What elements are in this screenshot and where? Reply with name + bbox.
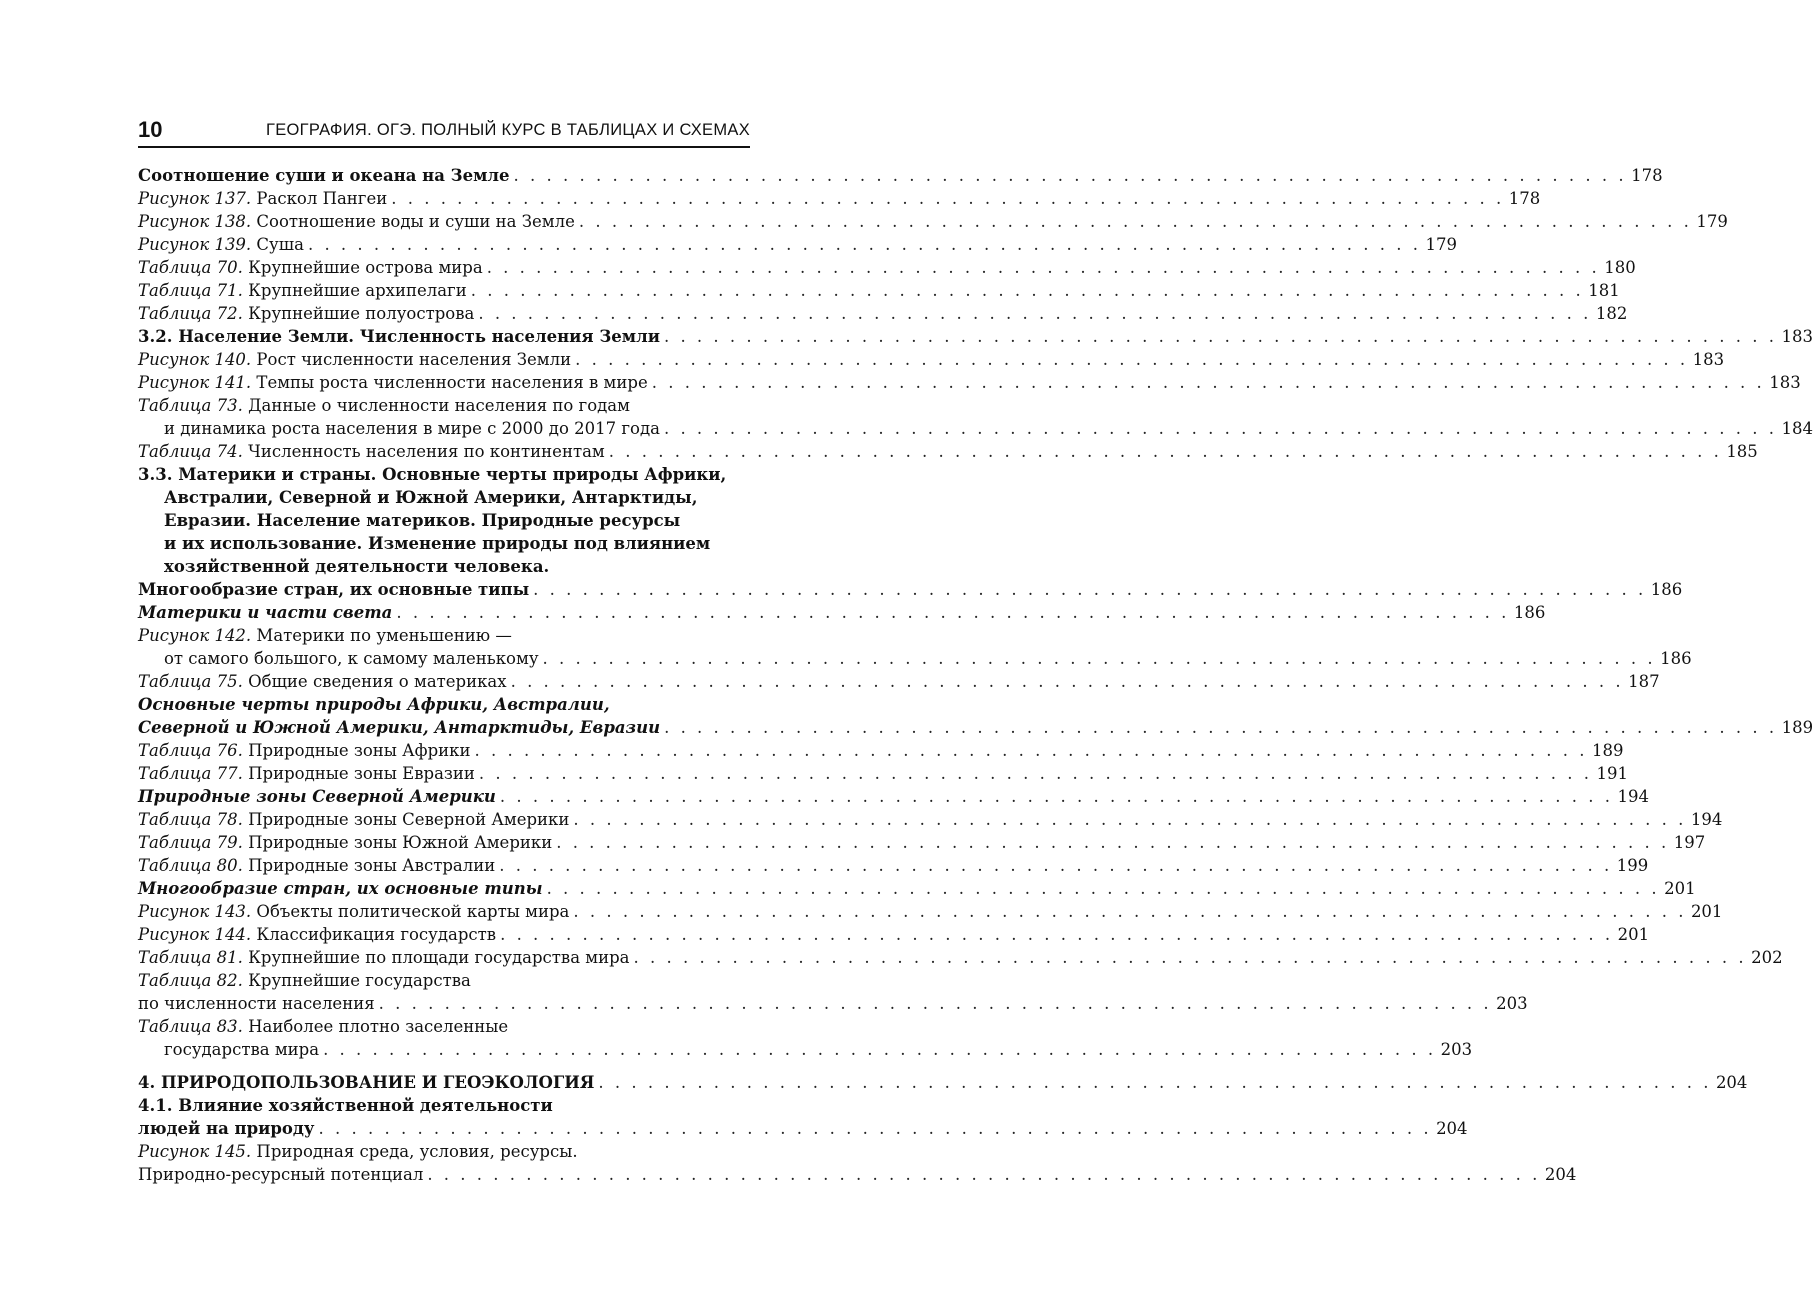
toc-item-label: Рисунок 145. [138,1142,252,1161]
toc-line-text [138,785,496,808]
toc-page-number: 179 [1696,212,1728,231]
toc-entry [138,601,1546,624]
dot-leader [573,808,1686,831]
toc-page-number: 186 [1650,580,1683,599]
toc-entry [138,394,1813,440]
toc-line-text [138,877,543,900]
toc-item-title: Соотношение воды и суши на Земле [251,212,575,231]
toc-line-text [138,969,471,992]
toc-line-text [164,486,697,509]
toc-entry [138,762,1628,785]
toc-item-label: Рисунок 137. [138,189,252,208]
toc-item-title: Северной и Южной Америки, Антарктиды, Евразии [138,718,661,737]
toc-entry [138,233,1458,256]
toc-line [138,716,1813,739]
toc-item-label: Рисунок 141. [138,373,252,392]
toc-line-text [138,348,571,371]
toc-item-title: Численность населения по континентам [242,442,605,461]
toc-line-text [138,164,510,187]
toc-page-number: 202 [1751,948,1783,967]
toc-entry [138,808,1723,831]
toc-line [138,1140,750,1163]
dot-leader [511,670,1624,693]
toc-page-number: 184 [1781,419,1813,438]
toc-entry [138,923,1650,946]
toc-item-label: Таблица 80. [138,856,243,875]
toc-page-number: 194 [1617,787,1649,806]
toc-line-text [164,532,710,555]
dot-leader [573,900,1686,923]
toc-line [138,923,1650,946]
toc-line-text [138,923,496,946]
toc-item-label: Таблица 72. [138,304,243,323]
toc-page-number: 185 [1726,442,1758,461]
dot-leader [500,923,1613,946]
dot-leader [664,325,1777,348]
toc-entry [138,210,1728,233]
toc-item-title: Многообразие стран, их основные типы [138,580,530,599]
toc-item-title: Природные зоны Северной Америки [138,787,496,806]
toc-page-number: 201 [1617,925,1650,944]
toc-entry [138,877,1696,900]
dot-leader [308,233,1421,256]
toc-item-label: Таблица 82. [138,971,243,990]
toc-line-text [138,440,605,463]
toc-line-text [138,762,475,785]
toc-page-number: 186 [1660,649,1692,668]
toc-item-title: Крупнейшие острова мира [242,258,483,277]
toc-line-text [138,739,470,762]
toc-item-title: и динамика роста населения в мире с 2000 до 2017 года [164,419,660,438]
toc-line [138,1117,1468,1140]
toc-entry [138,969,1528,1015]
toc-line [138,693,750,716]
dot-leader [533,578,1646,601]
toc-page-number: 187 [1628,672,1660,691]
toc-entry [138,831,1706,854]
toc-line-text [138,578,529,601]
dot-leader [575,348,1688,371]
toc-item-title: Общие сведения о материках [242,672,507,691]
toc-page-number: 204 [1436,1119,1468,1138]
toc-line [138,739,1624,762]
toc-item-title: по численности населения [138,994,375,1013]
toc-item-title: Природные зоны Южной Америки [242,833,553,852]
toc-item-title: Евразии. Население материков. Природные ресурсы [164,511,681,530]
dot-leader [391,187,1504,210]
toc-line [138,532,750,555]
toc-line [138,946,1783,969]
toc-line [138,187,1541,210]
toc-item-title: Раскол Пангеи [251,189,388,208]
toc-line [138,394,750,417]
toc-line-text [138,854,495,877]
dot-leader [323,1038,1436,1061]
toc-item-title: Соотношение суши и океана на Земле [138,166,510,185]
toc-item-title: 3.3. Материки и страны. Основные черты природы Африки, [138,465,727,484]
toc-line-text [138,1071,594,1094]
toc-item-title: Австралии, Северной и Южной Америки, Антарктиды, [164,488,698,507]
dot-leader [598,1071,1711,1094]
toc-item-label: Таблица 83. [138,1017,243,1036]
toc-line-text [138,1163,423,1186]
toc-line [138,233,1458,256]
toc-line-text [138,187,387,210]
toc-line [138,440,1758,463]
toc-item-label: Таблица 74. [138,442,243,461]
toc-line [138,417,1813,440]
toc-item-title: Природно-ресурсный потенциал [138,1165,424,1184]
dot-leader [609,440,1722,463]
toc-item-title: Природные зоны Северной Америки [242,810,570,829]
toc-page-number: 189 [1781,718,1813,737]
toc-line [138,463,750,486]
toc-entry [138,900,1723,923]
toc-item-title: Природная среда, условия, ресурсы. [251,1142,578,1161]
toc-item-title: Материки по уменьшению — [251,626,512,645]
toc-entry [138,187,1541,210]
toc-page-number: 179 [1425,235,1458,254]
toc-item-title: 4.1. Влияние хозяйственной деятельности [138,1096,553,1115]
toc-line [138,785,1649,808]
toc-line [138,1163,1577,1186]
toc-item-title: Многообразие стран, их основные типы [138,879,543,898]
toc-item-title: Наиболее плотно заселенные [242,1017,509,1036]
toc-item-title: Основные черты природы Африки, Австралии, [138,695,610,714]
toc-item-label: Рисунок 142. [138,626,252,645]
dot-leader [543,647,1656,670]
toc-item-label: Рисунок 144. [138,925,252,944]
dot-leader [514,164,1627,187]
toc-line [138,486,750,509]
toc-entry [138,279,1620,302]
toc-item-label: Таблица 79. [138,833,243,852]
toc-entry [138,1015,1473,1061]
toc-item-label: Рисунок 143. [138,902,252,921]
toc-item-label: Таблица 70. [138,258,243,277]
toc-item-title: Крупнейшие государства [242,971,471,990]
toc-page-number: 178 [1508,189,1541,208]
toc-line-text [138,394,630,417]
dot-leader [634,946,1747,969]
toc-entry [138,371,1801,394]
toc-line [138,302,1628,325]
toc-line [138,877,1696,900]
dot-leader [664,417,1777,440]
toc-page-number: 203 [1496,994,1528,1013]
dot-leader [478,302,1591,325]
toc-page-number: 186 [1513,603,1546,622]
toc-item-title: Крупнейшие архипелаги [242,281,467,300]
toc-entry [138,946,1783,969]
dot-leader [556,831,1669,854]
toc-item-title: Природные зоны Африки [242,741,471,760]
toc-entry [138,164,1663,187]
toc-line [138,555,750,578]
toc-line-text [138,256,483,279]
toc-line-text [138,624,512,647]
toc-item-title: государства мира [164,1040,320,1059]
toc-line [138,1071,1748,1094]
toc-line-text [138,601,392,624]
toc-item-title: Крупнейшие полуострова [242,304,475,323]
toc-line [138,371,1801,394]
dot-leader [427,1163,1540,1186]
book-page [138,112,1813,1186]
toc-item-title: 3.2. Население Земли. Численность населения Земли [138,327,660,346]
toc-entry [138,578,1683,601]
toc-line-text [164,417,660,440]
toc-entry [138,1094,1468,1140]
toc-item-label: Рисунок 139. [138,235,252,254]
toc-line-text [138,946,630,969]
toc-item-title: 4. ПРИРОДОПОЛЬЗОВАНИЕ И ГЕОЭКОЛОГИЯ [138,1073,595,1092]
toc-line [138,831,1706,854]
toc-page-number: 197 [1673,833,1706,852]
toc-page-number: 203 [1440,1040,1473,1059]
toc-page-number: 183 [1781,327,1813,346]
toc-line-text [138,670,507,693]
toc-item-title: Объекты политической карты мира [251,902,570,921]
toc-line [138,578,1683,601]
toc-page-number: 204 [1544,1165,1577,1184]
toc-item-title: Темпы роста численности населения в мире [251,373,648,392]
toc-item-title: Природные зоны Евразии [242,764,475,783]
toc-line [138,762,1628,785]
toc-page-number: 182 [1595,304,1628,323]
toc-entry [138,785,1649,808]
dot-leader [479,762,1592,785]
toc-line-text [138,992,375,1015]
toc-page-number: 180 [1604,258,1636,277]
dot-leader [499,854,1612,877]
toc-page-number: 183 [1769,373,1801,392]
toc-line [138,808,1723,831]
toc-line-text [138,1140,578,1163]
dot-leader [471,279,1584,302]
toc-item-label: Таблица 73. [138,396,243,415]
toc-line [138,256,1636,279]
toc-line [138,1015,750,1038]
toc-line [138,325,1813,348]
toc-page-number: 189 [1592,741,1624,760]
toc-item-label: Таблица 76. [138,741,243,760]
toc-line [138,279,1620,302]
toc-line [138,601,1546,624]
toc-line [138,992,1528,1015]
dot-leader [487,256,1600,279]
toc-line-text [138,716,660,739]
toc-line [138,670,1660,693]
toc-page-number: 183 [1692,350,1725,369]
toc-line [138,854,1649,877]
toc-item-title: Суша [251,235,304,254]
toc-line [138,969,750,992]
toc-item-title: хозяйственной деятельности человека. [164,557,550,576]
dot-leader [319,1117,1432,1140]
toc-item-title: Природные зоны Австралии [242,856,496,875]
toc-line [138,624,750,647]
toc-item-label: Таблица 77. [138,764,243,783]
toc-entry [138,348,1725,371]
toc-entry [138,463,750,578]
toc-page-number: 181 [1588,281,1620,300]
dot-leader [547,877,1660,900]
toc-line-text [138,210,575,233]
toc-line [138,1038,1473,1061]
toc-item-title: Классификация государств [251,925,497,944]
toc-line [138,348,1725,371]
toc-entry [138,739,1624,762]
toc-entry [138,256,1636,279]
toc-line [138,210,1728,233]
toc-line [138,900,1723,923]
toc-line-text [138,831,552,854]
table-of-contents [138,164,1813,1186]
toc-item-title: от самого большого, к самому маленькому [164,649,539,668]
toc-line-text [138,233,304,256]
toc-line-text [138,1015,508,1038]
toc-item-title: и их использование. Изменение природы под влиянием [164,534,711,553]
toc-item-label: Рисунок 138. [138,212,252,231]
dot-leader [579,210,1692,233]
toc-line-text [138,693,610,716]
toc-entry [138,624,1692,670]
toc-line-text [138,279,467,302]
toc-page-number: 178 [1631,166,1663,185]
toc-line-text [138,371,648,394]
toc-item-title: Крупнейшие по площади государства мира [242,948,630,967]
toc-entry [138,302,1628,325]
toc-line-text [138,302,474,325]
toc-line-text [164,509,680,532]
dot-leader [652,371,1765,394]
page-number: 10 [138,117,163,142]
toc-item-title: Данные о численности населения по годам [242,396,630,415]
toc-page-number: 199 [1616,856,1649,875]
toc-item-title: Рост численности населения Земли [251,350,572,369]
running-title: ГЕОГРАФИЯ. ОГЭ. ПОЛНЫЙ КУРС В ТАБЛИЦАХ И СХЕМАХ [266,121,750,139]
toc-item-label: Таблица 78. [138,810,243,829]
toc-entry [138,325,1813,348]
toc-line-text [164,1038,319,1061]
toc-entry [138,693,1813,739]
dot-leader [396,601,1509,624]
toc-item-title: людей на природу [138,1119,315,1138]
toc-line [138,1094,750,1117]
toc-line [138,164,1663,187]
toc-item-label: Рисунок 140. [138,350,252,369]
toc-line-text [138,1117,315,1140]
toc-entry [138,1140,1577,1186]
dot-leader [664,716,1777,739]
toc-item-label: Таблица 71. [138,281,243,300]
toc-line-text [138,325,660,348]
toc-page-number: 201 [1690,902,1723,921]
toc-entry [138,1071,1748,1094]
toc-entry [138,854,1649,877]
toc-line-text [164,647,539,670]
page-header [138,112,750,148]
toc-line-text [138,463,726,486]
toc-page-number: 194 [1690,810,1723,829]
toc-item-label: Таблица 81. [138,948,243,967]
toc-entry [138,440,1758,463]
toc-page-number: 204 [1715,1073,1748,1092]
toc-line-text [164,555,549,578]
dot-leader [379,992,1492,1015]
toc-line-text [138,900,569,923]
toc-line-text [138,808,569,831]
toc-line [138,509,750,532]
toc-line-text [138,1094,553,1117]
toc-page-number: 191 [1596,764,1628,783]
toc-entry [138,670,1660,693]
toc-item-title: Материки и части света [138,603,393,622]
toc-item-label: Таблица 75. [138,672,243,691]
toc-line [138,647,1692,670]
section-gap [138,1061,750,1071]
dot-leader [474,739,1587,762]
dot-leader [500,785,1613,808]
toc-page-number: 201 [1664,879,1696,898]
